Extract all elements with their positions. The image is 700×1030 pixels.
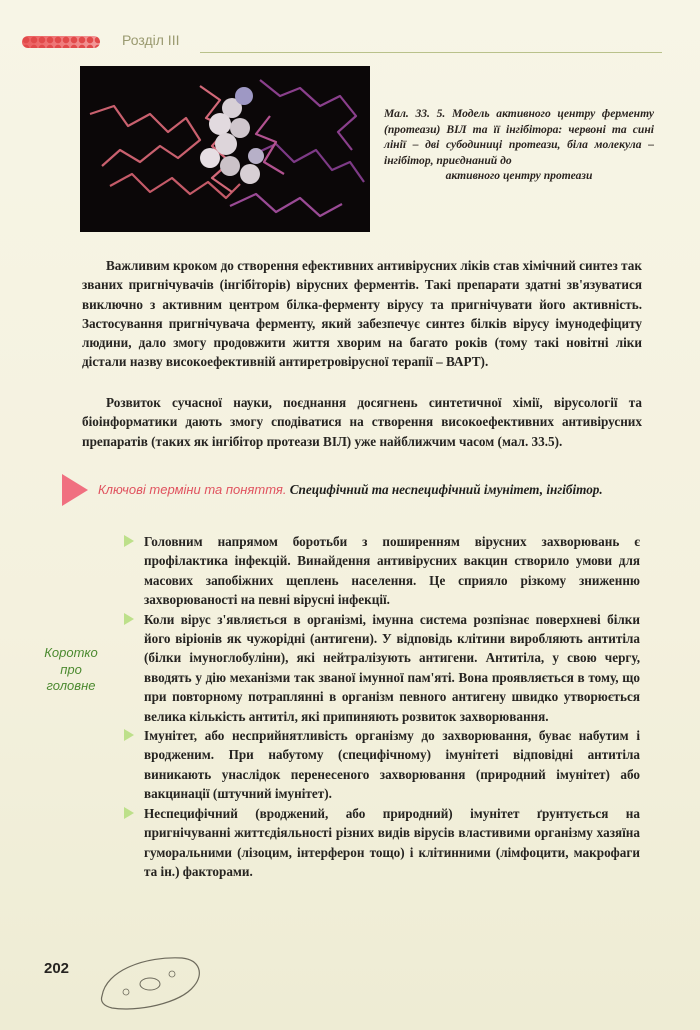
header-rule	[200, 52, 662, 53]
side-label-line: головне	[46, 678, 96, 693]
summary-item	[120, 610, 640, 726]
bullet-arrow-icon	[124, 729, 134, 741]
summary-item-text: Головним напрямом боротьби з поширенням вірусних захворювань є профілактика інфекцій. Винайдення антивірусних вакцин створило умови для масових запобіжних щеплень населення. Це сприяло різкому зниженню захворюваності на певні вірусні інфекції.	[144, 534, 640, 608]
summary-side-label	[30, 645, 112, 695]
header-decoration	[22, 36, 100, 48]
bullet-arrow-icon	[124, 613, 134, 625]
key-terms-label: Ключові терміни та поняття.	[98, 482, 287, 497]
summary-item-text: Неспецифічний (вроджений, або природний) імунітет ґрунтується на пригнічуванні життєдіяльності різних видів вірусів властивими організму хазяїна гуморальними (лізоцим, інтерферон тощо) і клітинними (лімфоцити, макрофаги та ін.) факторами.	[144, 805, 640, 879]
summary-item	[120, 726, 640, 804]
bullet-arrow-icon	[124, 807, 134, 819]
caption-main: Мал. 33. 5. Модель активного центру ферменту (протеази) ВІЛ та її інгібітора: червоні та сині лінії – дві субодиниці протеази, біла молекула – інгібітор, приєднаний до	[384, 107, 654, 167]
paragraph-modern-science: Розвиток сучасної науки, поєднання досягнень синтетичної хімії, вірусології та біоінформатики дають змогу сподіватися на створення високоефективних антивірусних препаратів (таких як інгібітор протеази ВІЛ) уже найближчим часом (мал. 33.5).	[82, 395, 642, 449]
bullet-arrow-icon	[124, 535, 134, 547]
page-header	[22, 30, 642, 56]
key-terms-marker-icon	[62, 474, 88, 506]
key-terms-list: Специфічний та неспецифічний імунітет, інгібітор.	[289, 482, 603, 497]
summary-list	[120, 532, 640, 881]
protease-model-image	[80, 66, 370, 232]
summary-item	[120, 804, 640, 882]
protease-model-figure	[80, 66, 370, 232]
summary-item-text: Імунітет, або несприйнятливість організму до захворювання, буває набутим і вродженим. При набутому (специфічному) імунітеті відповідні антитіла виникають унаслідок перенесеного захворювання (природний імунітет) або вакцинації (штучний імунітет).	[144, 728, 640, 802]
summary-item	[120, 532, 640, 610]
caption-last-line: активного центру протеази	[445, 169, 593, 183]
page-number: 202	[44, 960, 70, 977]
paragraph-inhibitors: Важливим кроком до створення ефективних антивірусних ліків став хімічний синтез так званих пригнічувачів (інгібіторів) вірусних ферментів. Такі препарати здатні зв'язуватися виключно з активним центром білка-ферменту вірусу та пригнічувати його активність. Застосування пригнічувача ферменту, який забезпечує синтез білків вірусу імунодефіциту людини, дало змогу продовжити життя хворим на багато років (тому такі новітні ліки дістали назву високоефективній антиретровірусної терапії – ВАРТ).	[82, 258, 642, 370]
side-label-line: про	[60, 661, 82, 677]
figure-caption	[384, 106, 654, 184]
key-terms	[98, 480, 643, 500]
summary-item-text: Коли вірус з'являється в організмі, імунна система розпізнає поверхневі білки його віріонів як чужорідні (антигени). У відповідь клітини виробляють антитіла (білки імуноглобуліни), які нейтралізують антигени. Антитіла, у свою чергу, вводять у дію механізми так званої імунної пам'яті. Вона проявляється в тому, що при повторному потраплянні в організм певного антигену швидко утворюється велика кількість антитіл, які припиняють розвиток захворювання.	[144, 611, 640, 724]
cell-drawing-icon	[96, 950, 206, 1014]
side-label-line: Коротко	[44, 645, 98, 660]
section-title: Розділ III	[122, 32, 180, 48]
